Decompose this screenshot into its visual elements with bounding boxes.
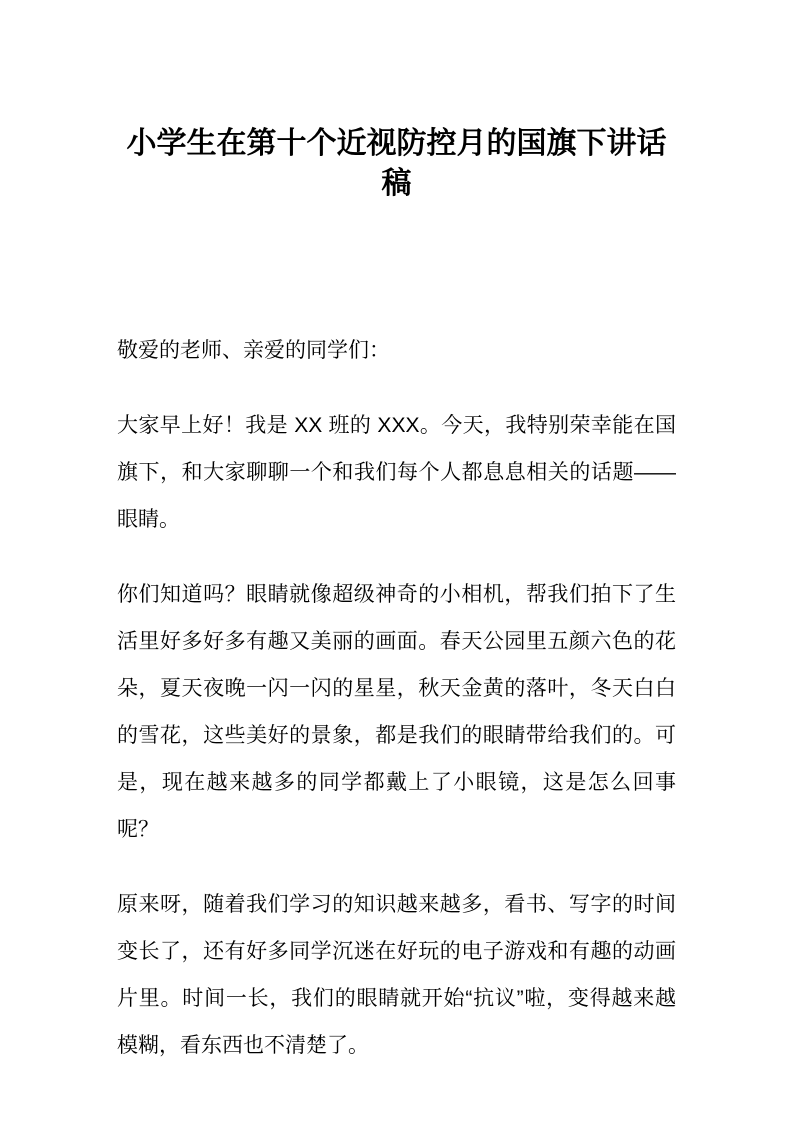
paragraph-eyes-camera: 你们知道吗？眼睛就像超级神奇的小相机，帮我们拍下了生活里好多好多有趣又美丽的画面。春天公园里五颜六色的花朵，夏天夜晚一闪一闪的星星，秋天金黄的落叶，冬天白白的雪花，这些美好的景象，都是我们的眼睛带给我们的。可是，现在越来越多的同学都戴上了小眼镜，这是怎么回事呢？: [117, 583, 676, 841]
document-title: 小学生在第十个近视防控月的国旗下讲话稿: [126, 127, 667, 200]
document-body: [117, 327, 676, 1069]
paragraph-reasons: 原来呀，随着我们学习的知识越来越多，看书、写字的时间变长了，还有好多同学沉迷在好玩的电子游戏和有趣的动画片里。时间一长，我们的眼睛就开始“抗议”啦，变得越来越模糊，看东西也不清楚了。: [117, 893, 676, 1057]
paragraph-greeting: 敬爱的老师、亲爱的同学们：: [117, 339, 390, 362]
paragraph-opening: 大家早上好！我是 XX 班的 XXX。今天，我特别荣幸能在国旗下，和大家聊聊一个和我们每个人都息息相关的话题——眼睛。: [117, 414, 676, 531]
